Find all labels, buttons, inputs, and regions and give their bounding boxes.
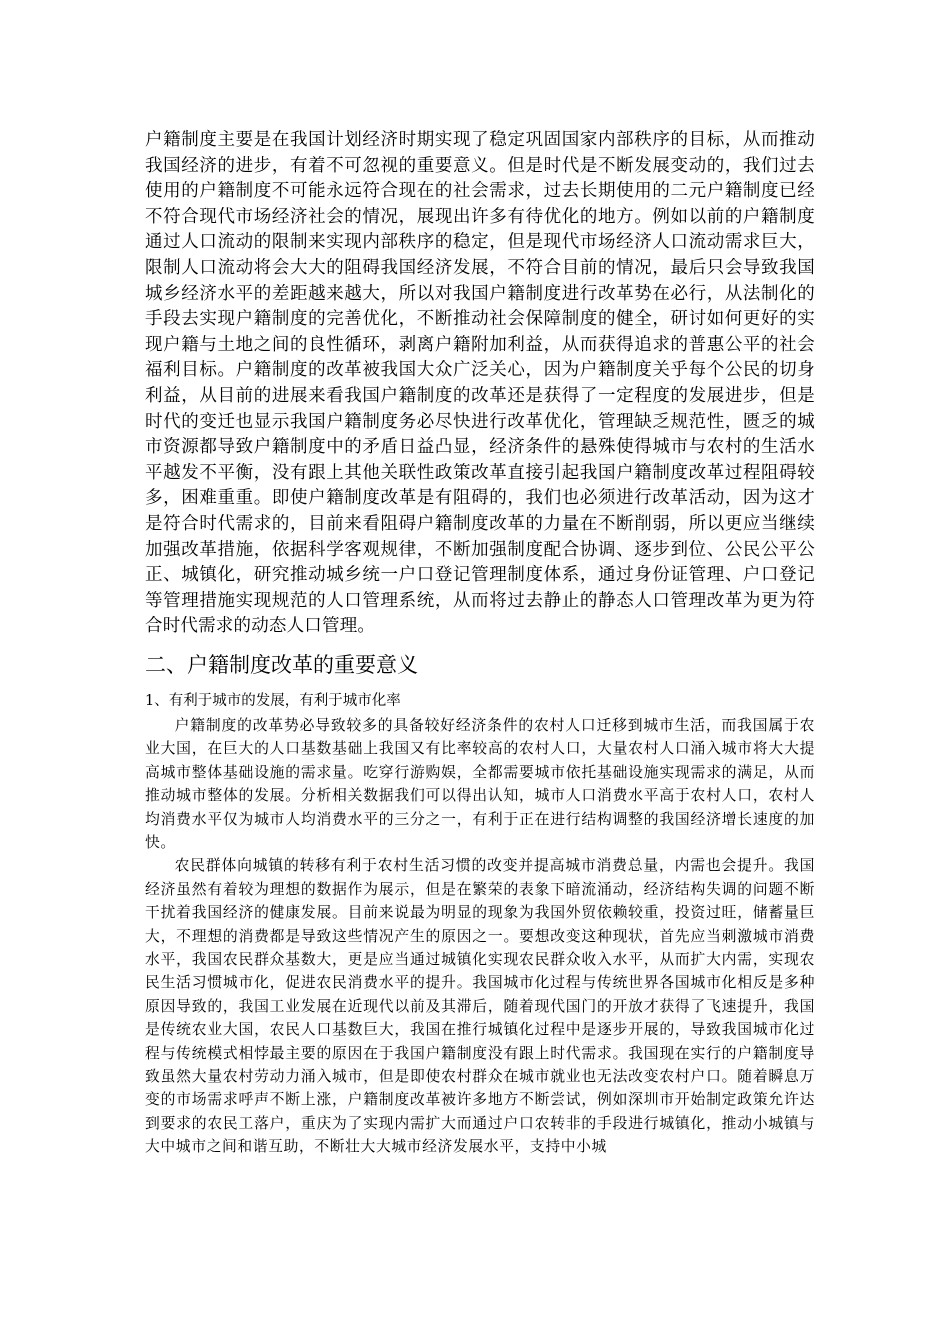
subheading: 1、有利于城市的发展，有利于城市化率 xyxy=(145,692,401,709)
body-paragraph-2: 农民群体向城镇的转移有利于农村生活习惯的改变并提高城市消费总量，内需也会提升。我国经济虽然有着较为理想的数据作为展示，但是在繁荣的表象下暗流涌动，经济结构失调的问题不断干扰着我国经济的健康发展。目前来说最为明显的现象为我国外贸依赖较重，投资过旺，储蓄量巨大，不理想的消费都是导致这些情况产生的原因之一。要想改变这种现状，首先应当刺激城市消费水平，我国农民群众基数大，更是应当通过城镇化实现农民群众收入水平，从而扩大内需，实现农民生活习惯城市化，促进农民消费水平的提升。我国城市化过程与传统世界各国城市化相反是多种原因导致的，我国工业发展在近现代以前及其滞后，随着现代国门的开放才获得了飞速提升，我国是传统农业大国，农民人口基数巨大，我国在推行城镇化过程中是逐步开展的，导致我国城市化过程与传统模式相悖最主要的原因在于我国户籍制度没有跟上时代需求。我国现在实行的户籍制度导致虽然大量农村劳动力涌入城市，但是即使农村群众在城市就业也无法改变农村户口。随着瞬息万变的市场需求呼声不断上涨，户籍制度改革被许多地方不断尝试，例如深圳市开始制定政策允许达到要求的农民工落户，重庆为了实现内需扩大而通过户口农转非的手段进行城镇化，推动小城镇与大中城市之间和谐互助，不断壮大大城市经济发展水平，支持中小城 xyxy=(145,857,815,1156)
body-paragraph-1: 户籍制度的改革势必导致较多的具备较好经济条件的农村人口迁移到城市生活，而我国属于农业大国，在巨大的人口基数基础上我国又有比率较高的农村人口，大量农村人口涌入城市将大大提高城市整体基础设施的需求量。吃穿行游购娱，全都需要城市依托基础设施实现需求的满足，从而推动城市整体的发展。分析相关数据我们可以得出认知，城市人口消费水平高于农村人口，农村人均消费水平仅为城市人均消费水平的三分之一，有利于正在进行结构调整的我国经济增长速度的加快。 xyxy=(145,716,815,851)
intro-paragraph: 户籍制度主要是在我国计划经济时期实现了稳定巩固国家内部秩序的目标，从而推动我国经济的进步，有着不可忽视的重要意义。但是时代是不断发展变动的，我们过去使用的户籍制度不可能永远符合现在的社会需求，过去长期使用的二元户籍制度已经不符合现代市场经济社会的情况，展现出许多有待优化的地方。例如以前的户籍制度通过人口流动的限制来实现内部秩序的稳定，但是现代市场经济人口流动需求巨大，限制人口流动将会大大的阻碍我国经济发展，不符合目前的情况，最后只会导致我国城乡经济水平的差距越来越大，所以对我国户籍制度进行改革势在必行，从法制化的手段去实现户籍制度的完善优化，不断推动社会保障制度的健全，研讨如何更好的实现户籍与土地之间的良性循环，剥离户籍附加利益，从而获得追求的普惠公平的社会福利目标。户籍制度的改革被我国大众广泛关心，因为户籍制度关乎每个公民的切身利益，从目前的进展来看我国户籍制度的改革还是获得了一定程度的发展进步，但是时代的变迁也显示我国户籍制度务必尽快进行改革优化，管理缺乏规范性，匮乏的城市资源都导致户籍制度中的矛盾日益凸显，经济条件的悬殊使得城市与农村的生活水平越发不平衡，没有跟上其他关联性政策改革直接引起我国户籍制度改革过程阻碍较多，困难重重。即使户籍制度改革是有阻碍的，我们也必须进行改革活动，因为这才是符合时代需求的，目前来看阻碍户籍制度改革的力量在不断削弱，所以更应当继续加强改革措施，依据科学客观规律，不断加强制度配合协调、逐步到位、公民公平公正、城镇化，研究推动城乡统一户口登记管理制度体系，通过身份证管理、户口登记等管理措施实现规范的人口管理系统，从而将过去静止的静态人口管理改革为更为符合时代需求的动态人口管理。 xyxy=(145,130,815,637)
document-page xyxy=(145,128,815,1159)
section-heading: 二、户籍制度改革的重要意义 xyxy=(145,652,418,677)
